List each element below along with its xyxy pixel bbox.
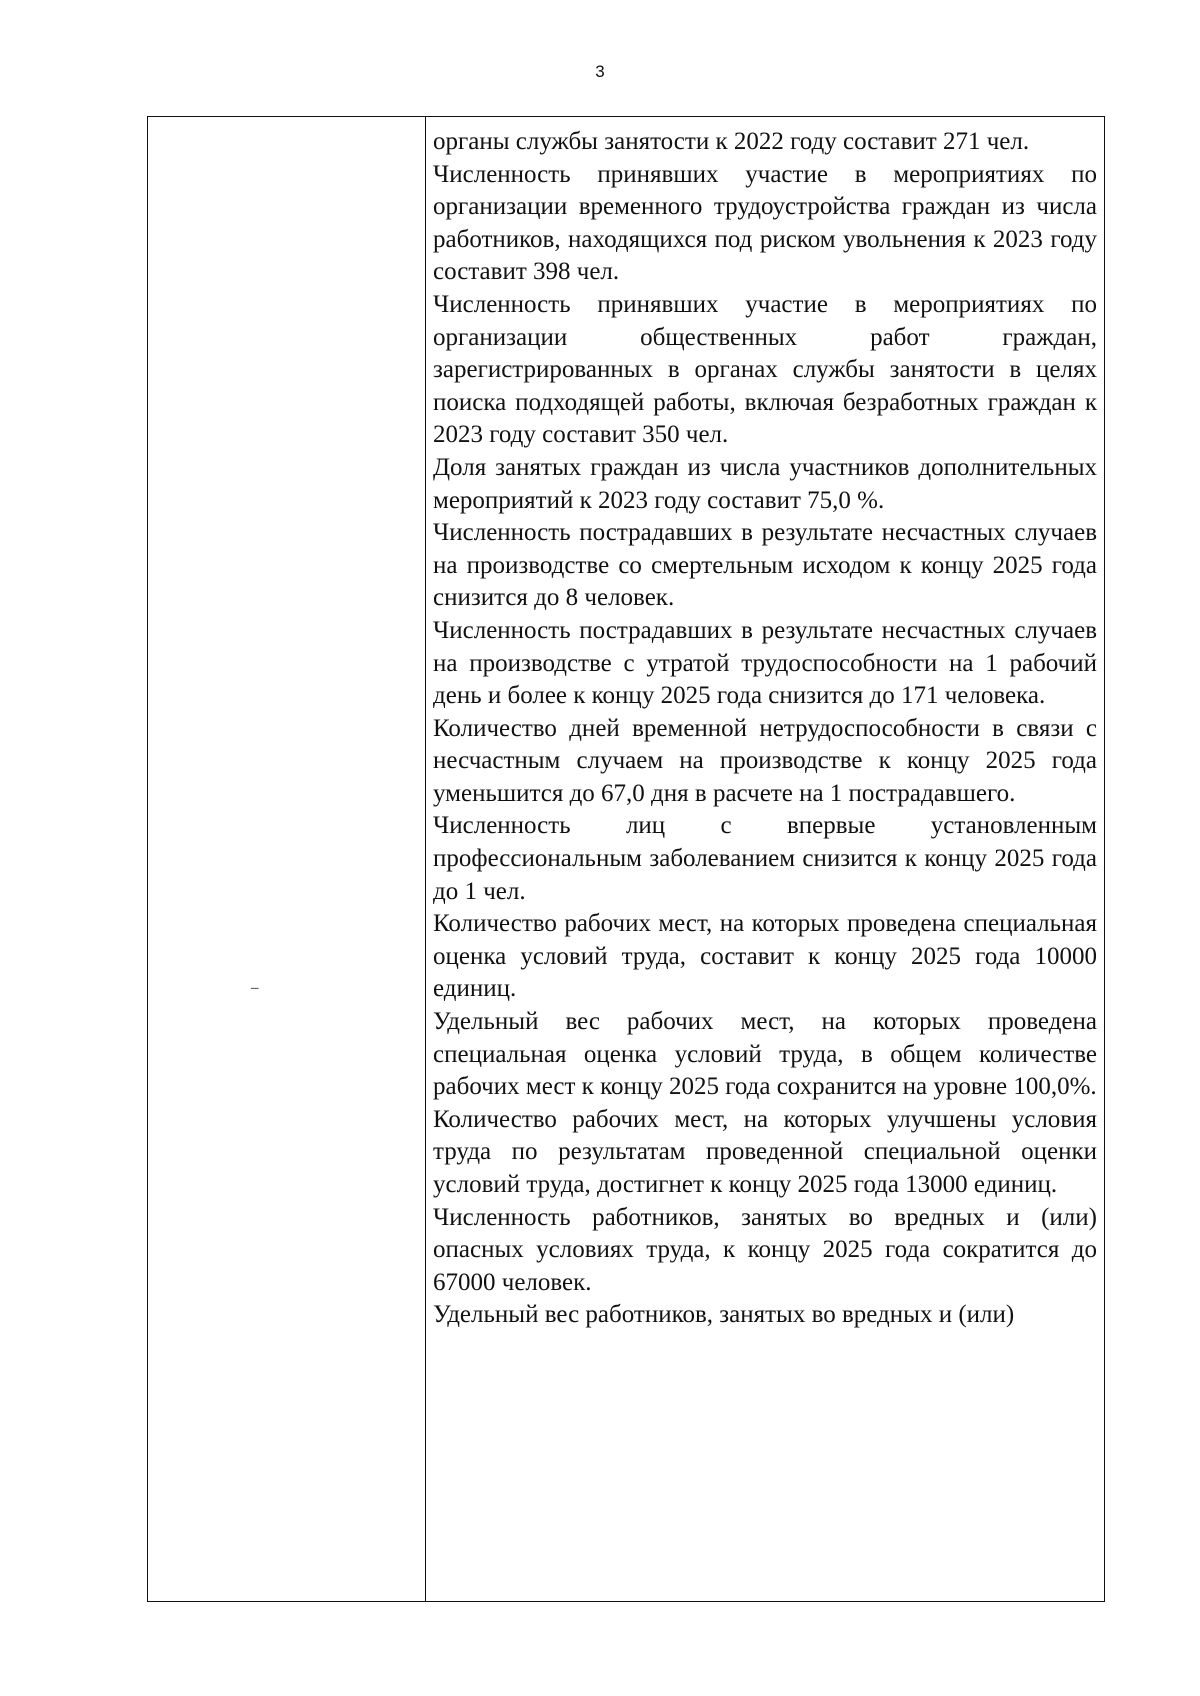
paragraph: Численность лиц с впервые установленным профессиональным заболеванием снизится к концу 2025 года до 1 чел. [433, 812, 1097, 905]
document-table [147, 116, 1105, 1602]
indicator-text [433, 126, 1097, 1332]
page-number: 3 [595, 62, 605, 81]
paragraph: Численность принявших участие в мероприятиях по организации временного трудоустройства граждан из числа работников, находящихся под риском увольнения к 2023 году составит 398 чел. [433, 160, 1097, 286]
paragraph: Количество рабочих мест, на которых улучшены условия труда по результатам проведенной специальной оценки условий труда, достигнет к концу 2025 года 13000 единиц. [433, 1105, 1097, 1198]
paragraph: Численность пострадавших в результате несчастных случаев на производстве со смертельным исходом к концу 2025 года снизится до 8 человек. [433, 519, 1097, 612]
paragraph: Количество рабочих мест, на которых проведена специальная оценка условий труда, составит к концу 2025 года 10000 единиц. [433, 910, 1097, 1003]
table-left-cell [148, 117, 426, 1601]
table-right-cell [426, 117, 1104, 1601]
paragraph: Количество дней временной нетрудоспособности в связи с несчастным случаем на производстве к концу 2025 года уменьшится до 67,0 дня в расчете на 1 пострадавшего. [433, 714, 1097, 807]
paragraph: Численность пострадавших в результате несчастных случаев на производстве с утратой трудоспособности на 1 рабочий день и более к концу 2025 года снизится до 171 человека. [433, 616, 1097, 710]
paragraph: Численность принявших участие в мероприятиях по организации общественных работ граждан, зарегистрированных в органах службы занятости в целях поиска подходящей работы, включая безработных граждан к 2023 году составит 350 чел. [433, 290, 1097, 449]
paragraph: Удельный вес работников, занятых во вредных и (или) [433, 1301, 1015, 1329]
paragraph: Численность работников, занятых во вредных и (или) опасных условиях труда, к концу 2025 года сократится до 67000 человек. [433, 1203, 1097, 1296]
paragraph: органы службы занятости к 2022 году составит 271 чел. [433, 128, 1030, 155]
paragraph: Удельный вес рабочих мест, на которых проведена специальная оценка условий труда, в общем количестве рабочих мест к концу 2025 года сохранится на уровне 100,0%. [433, 1008, 1097, 1101]
left-cell-dash: – [251, 980, 259, 996]
paragraph: Доля занятых граждан из числа участников дополнительных мероприятий к 2023 году составит 75,0 %. [433, 453, 1097, 514]
